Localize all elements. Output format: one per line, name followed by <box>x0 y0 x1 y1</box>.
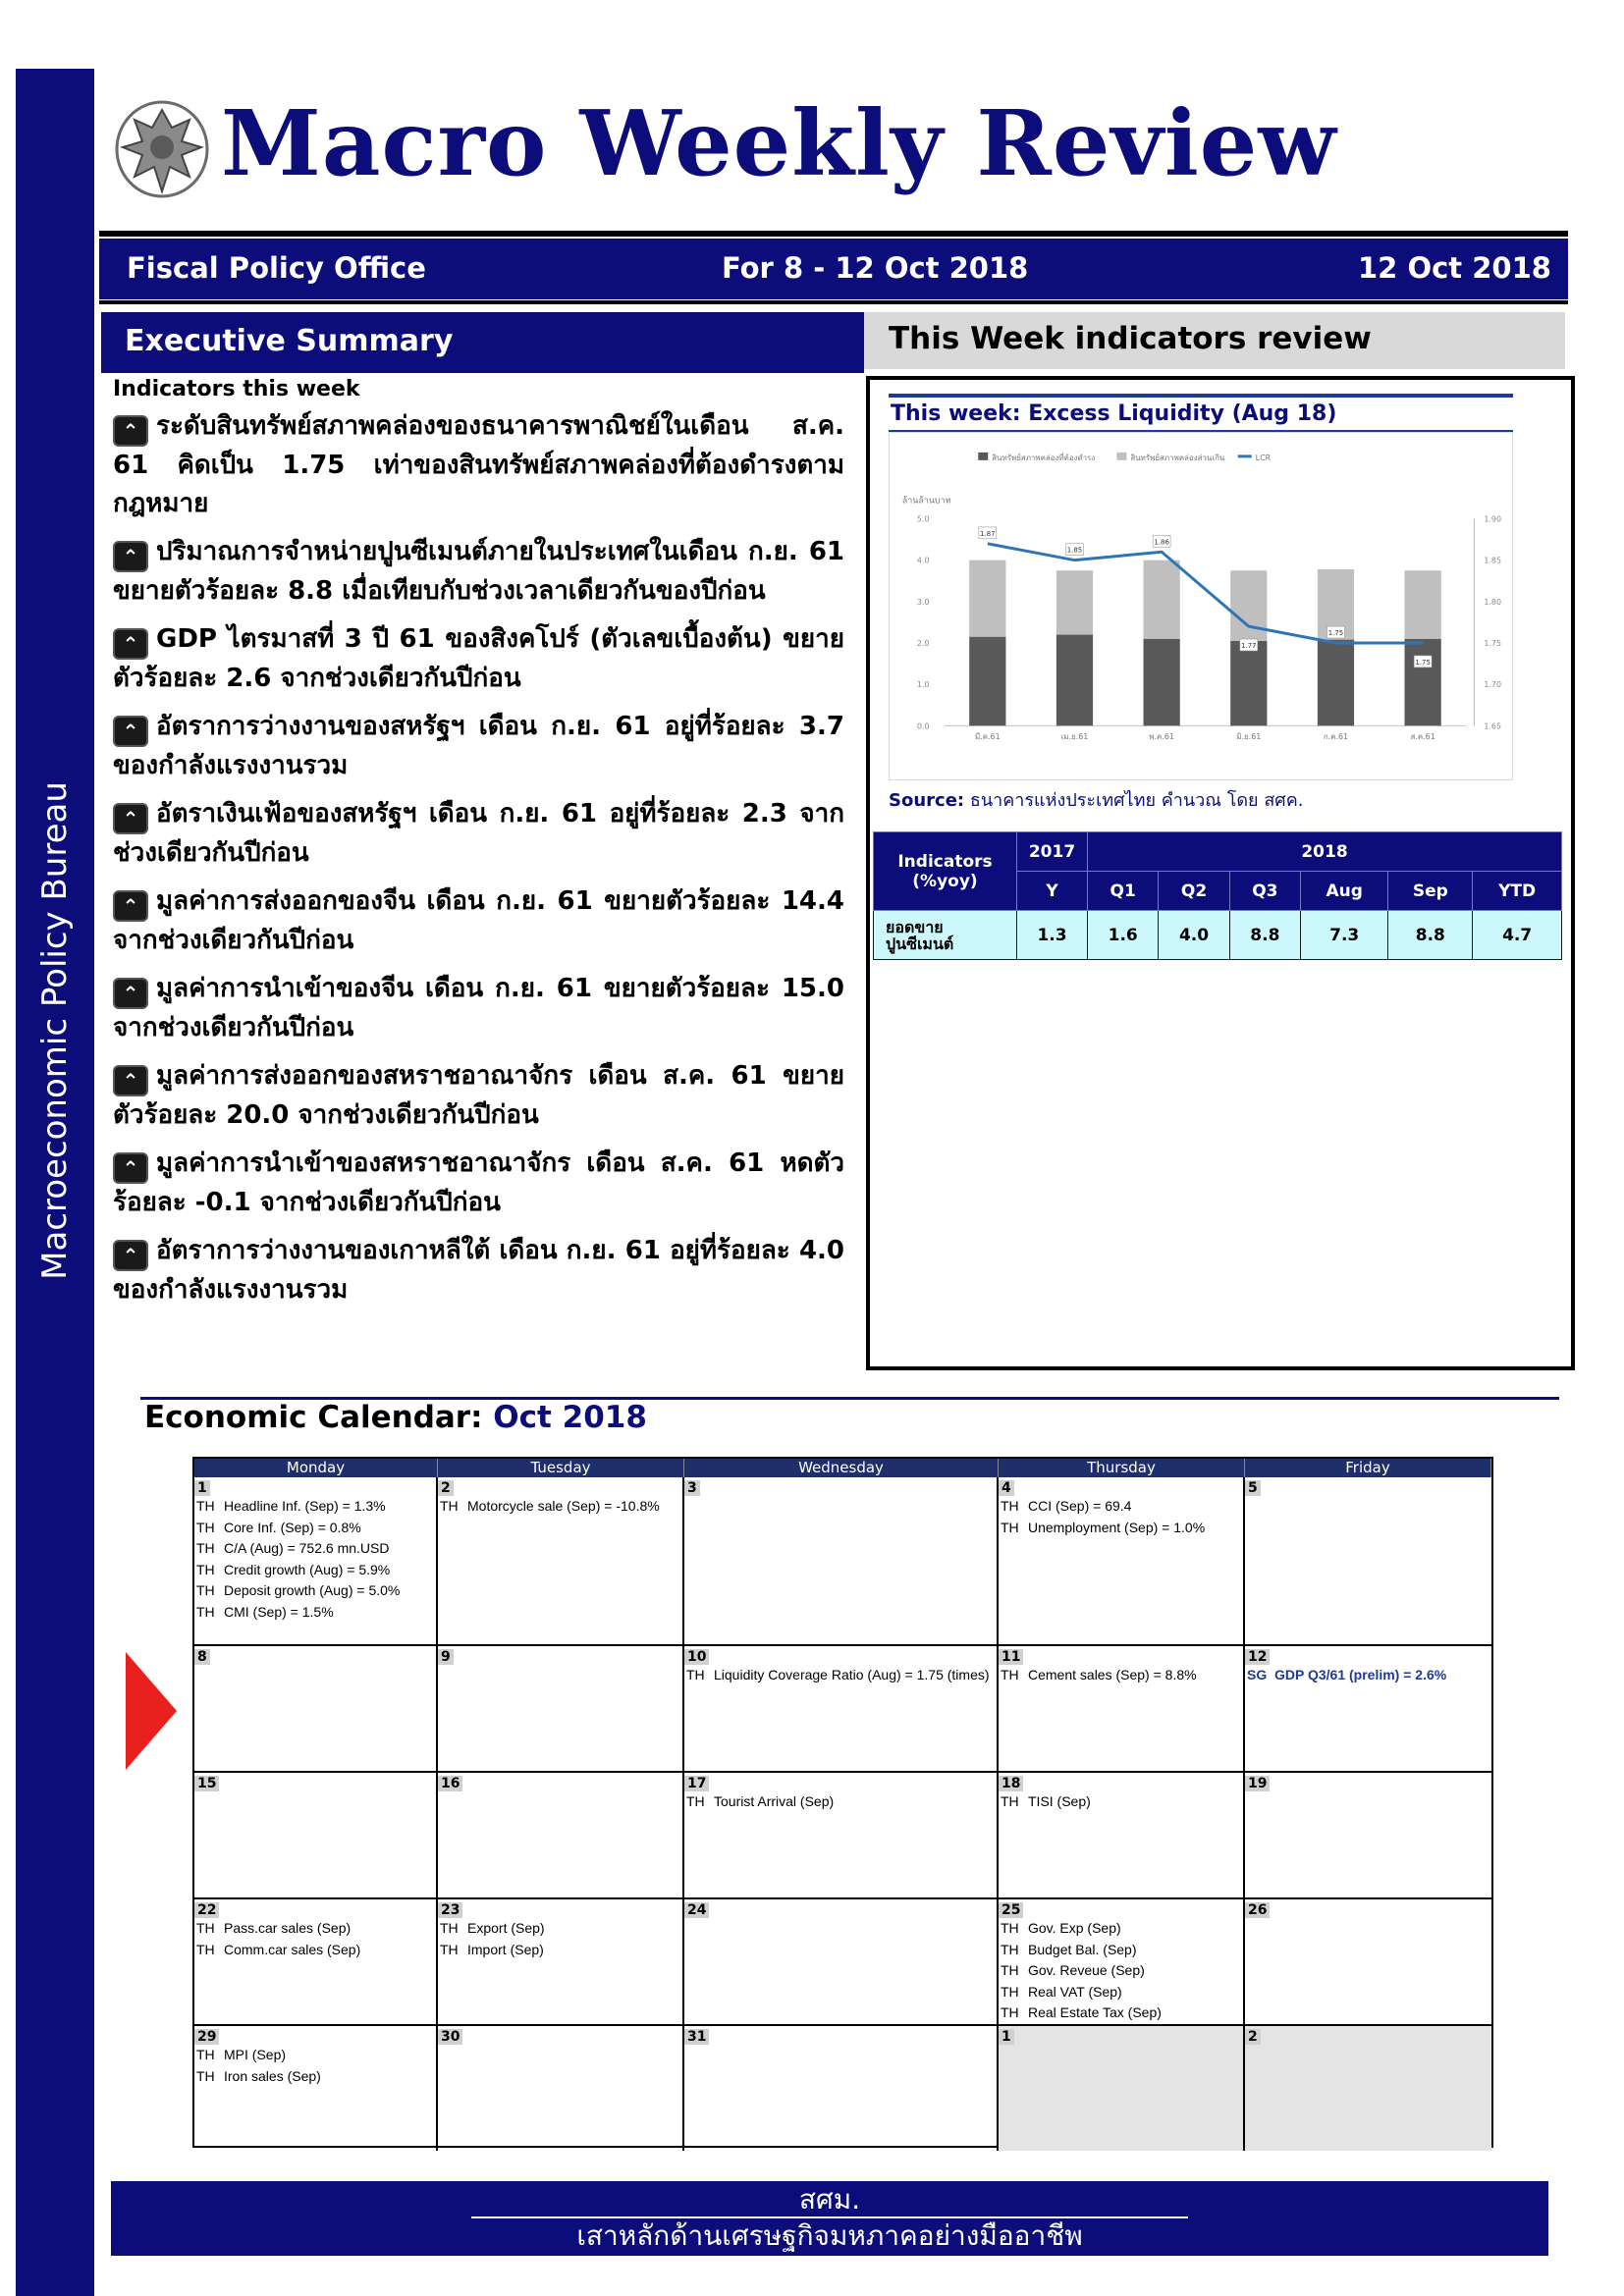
calendar-cell <box>684 1899 999 2026</box>
table-cell: 4.0 <box>1159 911 1229 960</box>
indicators-label: Indicators this week <box>113 377 360 401</box>
summary-item: ⌃ มูลค่าการนำเข้าของจีน เดือน ก.ย. 61 ขยายตัวร้อยละ 15.0 จากช่วงเดียวกันปีก่อน <box>113 974 844 1042</box>
event-text: Export (Sep) <box>467 1920 545 1936</box>
calendar-event <box>438 1496 682 1518</box>
office-name: Fiscal Policy Office <box>127 251 426 285</box>
lcr-data-label: 1.75 <box>1415 658 1431 667</box>
summary-item: ⌃ อัตราการว่างงานของเกาหลีใต้ เดือน ก.ย. 61 อยู่ที่ร้อยละ 4.0 ของกำลังแรงงานรวม <box>113 1236 844 1305</box>
x-tick-label: พ.ค.61 <box>1149 732 1174 742</box>
current-week-arrow-icon <box>126 1652 177 1770</box>
summary-item: ⌃ มูลค่าการส่งออกของจีน เดือน ก.ย. 61 ขยายตัวร้อยละ 14.4 จากช่วงเดียวกันปีก่อน <box>113 886 844 955</box>
calendar-day-header: Monday <box>194 1459 438 1477</box>
calendar-event <box>438 1918 682 1940</box>
lcr-data-label: 1.87 <box>980 529 996 538</box>
event-text: Gov. Exp (Sep) <box>1028 1920 1121 1936</box>
calendar-day-header: Thursday <box>999 1459 1245 1477</box>
calendar-event <box>194 1496 436 1518</box>
bullet-icon: ⌃ <box>113 803 148 834</box>
y-tick-label: 3.0 <box>916 597 930 607</box>
table-row <box>874 911 1562 960</box>
calendar-day-number: 15 <box>194 1776 219 1791</box>
legend-label: สินทรัพย์สภาพคล่องส่วนเกิน <box>1130 453 1225 462</box>
event-country: TH <box>440 1941 459 1957</box>
calendar-cell <box>1245 2026 1491 2151</box>
calendar-day-number: 11 <box>999 1649 1023 1665</box>
calendar-day-header: Friday <box>1245 1459 1491 1477</box>
event-text: Core Inf. (Sep) = 0.8% <box>224 1519 361 1535</box>
bar-excess <box>1144 561 1180 639</box>
event-text: TISI (Sep) <box>1028 1793 1091 1809</box>
summary-item: ⌃ ปริมาณการจำหน่ายปูนซีเมนต์ภายในประเทศในเดือน ก.ย. 61 ขยายตัวร้อยละ 8.8 เมื่อเทียบกับช่วงเวลาเดียวกันของปีก่อน <box>113 537 844 606</box>
event-text: CCI (Sep) = 69.4 <box>1028 1498 1132 1514</box>
event-country: TH <box>1001 1983 1019 2000</box>
lcr-line <box>988 544 1423 643</box>
calendar-day-number: 2 <box>438 1480 454 1496</box>
calendar-event <box>194 1518 436 1539</box>
report-date: 12 Oct 2018 <box>1358 251 1551 285</box>
event-country: TH <box>1001 1941 1019 1957</box>
event-text: Deposit growth (Aug) = 5.0% <box>224 1582 401 1598</box>
legend-label: สินทรัพย์สภาพคล่องที่ต้องดำรง <box>992 453 1096 462</box>
garuda-logo <box>113 98 211 201</box>
event-text: Real VAT (Sep) <box>1028 1983 1122 2000</box>
bullet-icon: ⌃ <box>113 978 148 1009</box>
calendar-cell <box>438 2026 684 2151</box>
table-col-header: Sep <box>1388 872 1473 911</box>
bullet-icon: ⌃ <box>113 628 148 660</box>
footer-line-2: เสาหลักด้านเศรษฐกิจมหภาคอย่างมืออาชีพ <box>576 2219 1083 2252</box>
summary-item: ⌃ มูลค่าการนำเข้าของสหราชอาณาจักร เดือน ส.ค. 61 หดตัวร้อยละ -0.1 จากช่วงเดียวกันปีก่อน <box>113 1148 844 1217</box>
bullet-icon: ⌃ <box>113 541 148 572</box>
calendar-cell <box>999 1899 1245 2026</box>
lcr-data-label: 1.75 <box>1327 629 1344 638</box>
header-rule-top <box>99 231 1568 237</box>
summary-item: ⌃ อัตราการว่างงานของสหรัฐฯ เดือน ก.ย. 61 อยู่ที่ร้อยละ 3.7 ของกำลังแรงงานรวม <box>113 712 844 780</box>
calendar-cell <box>438 1899 684 2026</box>
calendar-day-number: 8 <box>194 1649 210 1665</box>
calendar-day-number: 19 <box>1245 1776 1270 1791</box>
calendar-event <box>194 1940 436 1961</box>
indicators-review-heading: This Week indicators review <box>864 312 1565 369</box>
calendar-cell <box>684 1646 999 1773</box>
event-text: Cement sales (Sep) = 8.8% <box>1028 1667 1197 1682</box>
calendar-event <box>999 1791 1243 1813</box>
event-country: TH <box>1001 1962 1019 1978</box>
bar-required <box>969 637 1005 726</box>
x-tick-label: เม.ย.61 <box>1060 732 1089 742</box>
y2-tick-label: 1.85 <box>1484 556 1502 565</box>
calendar-day-number: 17 <box>684 1776 709 1791</box>
calendar-event <box>194 1538 436 1560</box>
event-text: Headline Inf. (Sep) = 1.3% <box>224 1498 386 1514</box>
table-cell: 7.3 <box>1301 911 1388 960</box>
event-text: Iron sales (Sep) <box>224 2067 321 2084</box>
report-period: For 8 - 12 Oct 2018 <box>722 251 1029 285</box>
event-text: CMI (Sep) = 1.5% <box>224 1603 334 1620</box>
calendar-event <box>194 1560 436 1581</box>
event-country: TH <box>1001 1498 1019 1514</box>
table-header-year: 2018 <box>1088 832 1562 872</box>
legend-label: LCR <box>1255 453 1272 462</box>
event-text: Motorcycle sale (Sep) = -10.8% <box>467 1498 660 1514</box>
calendar-event <box>438 1940 682 1961</box>
x-tick-label: ส.ค.61 <box>1410 732 1435 742</box>
event-text: MPI (Sep) <box>224 2047 287 2062</box>
calendar-cell <box>999 1477 1245 1646</box>
summary-item: ⌃ GDP ไตรมาสที่ 3 ปี 61 ของสิงคโปร์ (ตัวเลขเบื้องต้น) ขยายตัวร้อยละ 2.6 จากช่วงเดียวกันปีก่อน <box>113 624 844 693</box>
summary-item: ⌃ มูลค่าการส่งออกของสหราชอาณาจักร เดือน ส.ค. 61 ขยายตัวร้อยละ 20.0 จากช่วงเดียวกันปีก่อน <box>113 1061 844 1130</box>
bar-excess <box>969 561 1005 637</box>
event-country: TH <box>686 1667 705 1682</box>
table-col-header: Q1 <box>1088 872 1159 911</box>
calendar-day-number: 10 <box>684 1649 709 1665</box>
calendar-event <box>194 1580 436 1602</box>
lcr-data-label: 1.77 <box>1241 641 1257 650</box>
y2-tick-label: 1.80 <box>1484 597 1502 607</box>
event-country: TH <box>1001 1519 1019 1535</box>
header-bar <box>99 239 1568 299</box>
calendar-cell <box>1245 1773 1491 1899</box>
event-country: TH <box>196 1498 215 1514</box>
event-country: TH <box>196 1920 215 1936</box>
event-text: GDP Q3/61 (prelim) = 2.6% <box>1274 1667 1447 1682</box>
bullet-icon: ⌃ <box>113 415 148 447</box>
calendar-day-number: 25 <box>999 1902 1023 1918</box>
calendar-cell <box>194 1773 438 1899</box>
event-country: TH <box>1001 1920 1019 1936</box>
calendar-event <box>999 1982 1243 2003</box>
calendar-day-number: 30 <box>438 2029 462 2045</box>
calendar-cell <box>194 1646 438 1773</box>
calendar-cell <box>194 1899 438 2026</box>
x-tick-label: มี.ค.61 <box>974 732 1001 742</box>
x-tick-label: มิ.ย.61 <box>1236 732 1262 742</box>
table-header-year: 2017 <box>1017 832 1088 872</box>
calendar-cell <box>999 2026 1245 2151</box>
summary-list <box>113 407 844 1319</box>
calendar-day-number: 2 <box>1245 2029 1261 2045</box>
economic-calendar <box>192 1457 1493 2148</box>
footer <box>111 2181 1548 2256</box>
event-text: C/A (Aug) = 752.6 mn.USD <box>224 1540 390 1556</box>
calendar-day-number: 1 <box>999 2029 1014 2045</box>
bar-required <box>1318 640 1354 726</box>
summary-item: ⌃ อัตราเงินเฟ้อของสหรัฐฯ เดือน ก.ย. 61 อยู่ที่ร้อยละ 2.3 จากช่วงเดียวกันปีก่อน <box>113 799 844 868</box>
calendar-event <box>999 1940 1243 1961</box>
calendar-event <box>684 1791 997 1813</box>
event-country: TH <box>196 2067 215 2084</box>
calendar-day-number: 3 <box>684 1480 700 1496</box>
table-col-header: Aug <box>1301 872 1388 911</box>
y-tick-label: 2.0 <box>916 638 930 648</box>
calendar-event <box>999 2002 1243 2024</box>
event-text: Import (Sep) <box>467 1941 544 1957</box>
calendar-cell <box>999 1773 1245 1899</box>
chart-title: This week: Excess Liquidity (Aug 18) <box>889 394 1513 434</box>
y-tick-label: 4.0 <box>916 556 930 565</box>
calendar-cell <box>1245 1477 1491 1646</box>
event-country: TH <box>196 2047 215 2062</box>
lcr-data-label: 1.85 <box>1066 546 1083 555</box>
calendar-cell <box>1245 1899 1491 2026</box>
y2-tick-label: 1.65 <box>1484 721 1502 731</box>
table-cell: 1.3 <box>1017 911 1088 960</box>
table-cell: 8.8 <box>1388 911 1473 960</box>
summary-item: ⌃ ระดับสินทรัพย์สภาพคล่องของธนาคารพาณิชย์ในเดือน ส.ค. 61 คิดเป็น 1.75 เท่าของสินทรัพย์สภาพคล่องที่ต้องดำรงตามกฎหมาย <box>113 411 844 518</box>
calendar-cell <box>438 1646 684 1773</box>
calendar-day-number: 5 <box>1245 1480 1261 1496</box>
calendar-cell <box>684 2026 999 2151</box>
calendar-cell <box>1245 1646 1491 1773</box>
event-country: TH <box>196 1540 215 1556</box>
table-col-header: Q3 <box>1229 872 1300 911</box>
bar-required <box>1405 639 1441 726</box>
event-country: TH <box>440 1920 459 1936</box>
calendar-day-number: 31 <box>684 2029 709 2045</box>
table-cell: 8.8 <box>1229 911 1300 960</box>
bullet-icon: ⌃ <box>113 1065 148 1096</box>
bullet-icon: ⌃ <box>113 716 148 747</box>
page-title: Macro Weekly Review <box>221 90 1337 196</box>
calendar-cell <box>438 1477 684 1646</box>
calendar-title: Economic Calendar: Oct 2018 <box>144 1400 647 1435</box>
bar-excess <box>1056 570 1093 634</box>
bar-required <box>1144 639 1180 726</box>
y-tick-label: 1.0 <box>916 680 930 690</box>
lcr-data-label: 1.86 <box>1154 538 1169 547</box>
event-text: Pass.car sales (Sep) <box>224 1920 352 1936</box>
bullet-icon: ⌃ <box>113 1152 148 1184</box>
x-tick-label: ก.ค.61 <box>1323 732 1349 742</box>
calendar-event <box>194 2066 436 2088</box>
calendar-event <box>194 1918 436 1940</box>
calendar-day-header: Wednesday <box>684 1459 999 1477</box>
calendar-event <box>999 1665 1243 1686</box>
event-text: Credit growth (Aug) = 5.9% <box>224 1561 391 1577</box>
bar-excess <box>1405 570 1441 639</box>
event-country: TH <box>196 1561 215 1577</box>
table-col-header: Q2 <box>1159 872 1229 911</box>
calendar-event <box>999 1518 1243 1539</box>
event-country: TH <box>196 1582 215 1598</box>
event-country: TH <box>196 1603 215 1620</box>
legend-swatch <box>978 453 988 460</box>
table-row-label: ยอดขาย ปูนซีเมนต์ <box>874 911 1017 960</box>
calendar-event <box>999 1960 1243 1982</box>
calendar-day-number: 12 <box>1245 1649 1270 1665</box>
executive-summary-heading: Executive Summary <box>101 312 864 373</box>
y2-tick-label: 1.90 <box>1484 514 1502 524</box>
calendar-cell <box>999 1646 1245 1773</box>
event-text: Liquidity Coverage Ratio (Aug) = 1.75 (times) <box>714 1667 990 1682</box>
table-header-indicators: Indicators (%yoy) <box>874 832 1017 911</box>
event-country: SG <box>1247 1667 1268 1682</box>
calendar-day-number: 4 <box>999 1480 1014 1496</box>
calendar-day-number: 24 <box>684 1902 709 1918</box>
calendar-day-number: 1 <box>194 1480 210 1496</box>
calendar-day-header: Tuesday <box>438 1459 684 1477</box>
calendar-event <box>999 1918 1243 1940</box>
side-bar-label: Macroeconomic Policy Bureau <box>35 781 75 1280</box>
y-axis-label: ล้านล้านบาท <box>901 496 951 507</box>
event-country: TH <box>196 1519 215 1535</box>
excess-liquidity-chart <box>889 432 1513 780</box>
bar-required <box>1230 641 1267 725</box>
header-rule-bottom <box>99 300 1568 304</box>
calendar-day-number: 22 <box>194 1902 219 1918</box>
calendar-event <box>194 1602 436 1624</box>
event-text: Comm.car sales (Sep) <box>224 1941 361 1957</box>
calendar-cell <box>684 1773 999 1899</box>
table-col-header: Y <box>1017 872 1088 911</box>
indicator-table <box>873 831 1562 960</box>
calendar-event <box>999 1496 1243 1518</box>
calendar-day-number: 23 <box>438 1902 462 1918</box>
calendar-event <box>194 2045 436 2066</box>
calendar-cell <box>438 1773 684 1899</box>
footer-line-1: สศม. <box>798 2183 861 2216</box>
bullet-icon: ⌃ <box>113 1240 148 1271</box>
calendar-day-number: 29 <box>194 2029 219 2045</box>
y2-tick-label: 1.75 <box>1484 638 1502 648</box>
bullet-icon: ⌃ <box>113 890 148 922</box>
event-text: Unemployment (Sep) = 1.0% <box>1028 1519 1206 1535</box>
legend-swatch <box>1116 453 1126 460</box>
event-country: TH <box>196 1941 215 1957</box>
calendar-day-number: 16 <box>438 1776 462 1791</box>
calendar-cell <box>684 1477 999 1646</box>
calendar-cell <box>194 1477 438 1646</box>
event-country: TH <box>1001 1793 1019 1809</box>
event-text: Budget Bal. (Sep) <box>1028 1941 1137 1957</box>
calendar-day-number: 26 <box>1245 1902 1270 1918</box>
y-tick-label: 0.0 <box>916 721 930 731</box>
chart-source: Source: ธนาคารแห่งประเทศไทย คำนวณ โดย สศค. <box>889 790 1304 811</box>
table-cell: 4.7 <box>1473 911 1562 960</box>
table-col-header: YTD <box>1473 872 1562 911</box>
calendar-day-number: 9 <box>438 1649 454 1665</box>
event-country: TH <box>686 1793 705 1809</box>
calendar-cell <box>194 2026 438 2151</box>
event-country: TH <box>1001 2004 1019 2020</box>
event-country: TH <box>440 1498 459 1514</box>
table-cell: 1.6 <box>1088 911 1159 960</box>
event-text: Tourist Arrival (Sep) <box>714 1793 835 1809</box>
calendar-event <box>684 1665 997 1686</box>
y2-tick-label: 1.70 <box>1484 680 1502 690</box>
y-tick-label: 5.0 <box>916 514 930 524</box>
bar-excess <box>1230 570 1267 641</box>
calendar-day-number: 18 <box>999 1776 1023 1791</box>
event-country: TH <box>1001 1667 1019 1682</box>
bar-required <box>1056 635 1093 726</box>
event-text: Real Estate Tax (Sep) <box>1028 2004 1162 2020</box>
calendar-event <box>1245 1665 1491 1686</box>
event-text: Gov. Reveue (Sep) <box>1028 1962 1145 1978</box>
